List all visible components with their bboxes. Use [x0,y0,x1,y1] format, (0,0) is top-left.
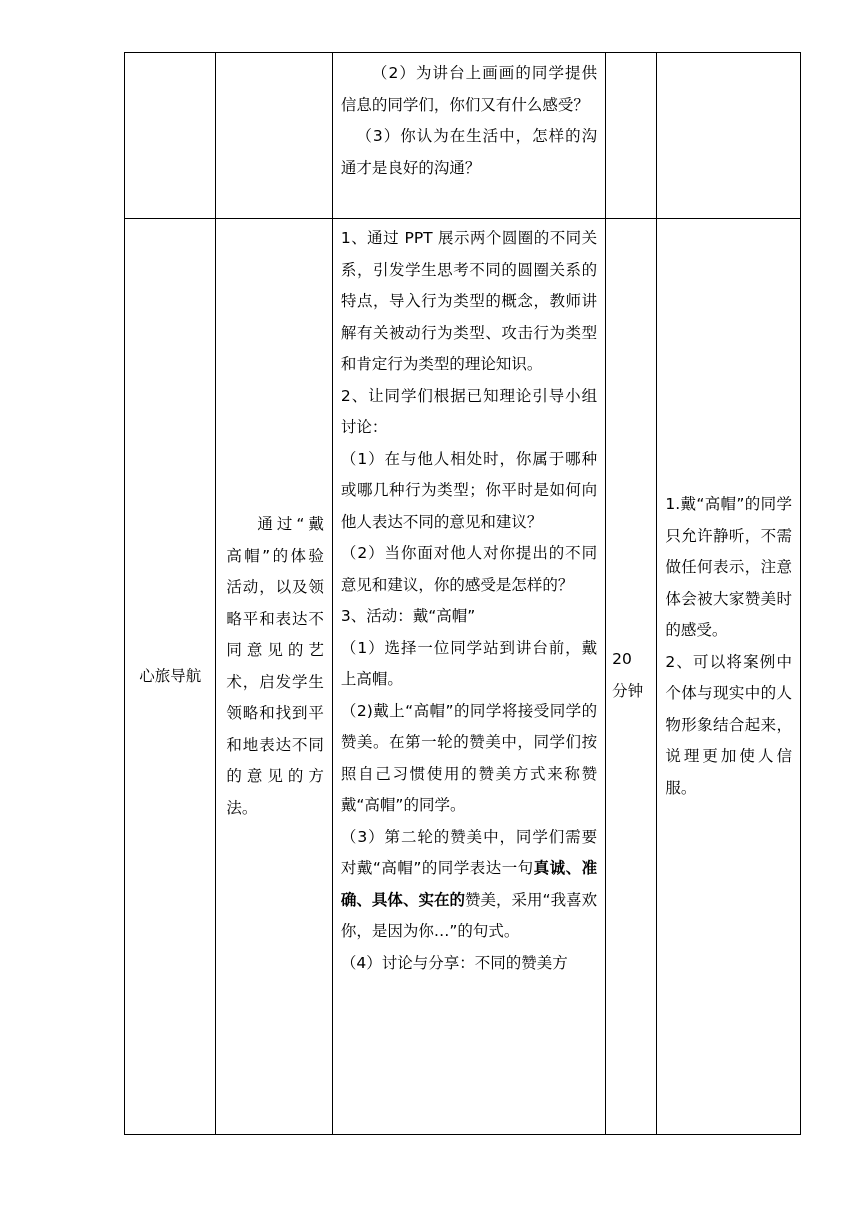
process-paragraph: （2)戴上“高帽”的同学将接受同学的赞美。在第一轮的赞美中，同学们按照自己习惯使用的赞美方式来称赞戴“高帽”的同学。 [340,701,598,814]
process-paragraph [341,822,597,948]
time-cell-empty [606,53,657,219]
process-cell [332,219,605,1135]
process-paragraph: 1、通过 PPT 展示两个圆圈的不同关系，引发学生思考不同的圆圈关系的特点，导入行为类型的概念，教师讲解有关被动行为类型、攻击行为类型和肯定行为类型的理论知识。 [340,229,598,373]
process-paragraph: （4）讨论与分享：不同的赞美方 [340,953,568,972]
objective-cell-empty [216,53,333,219]
table-row [125,219,801,1135]
process-paragraph: 2、让同学们根据已知理论引导小组讨论： [340,386,598,436]
table-row [125,53,801,219]
process-paragraph: （1）选择一位同学站到讲台前，戴上高帽。 [340,638,598,688]
process-paragraph: 3、活动：戴“高帽” [340,607,476,625]
notes-cell-empty [657,53,801,219]
section-title: 心旅导航 [125,219,216,1135]
section-cell-empty [125,53,216,219]
bold-text-run: 真诚、准确、具体、实在的 [340,859,598,909]
time-cell [606,219,657,1135]
time-unit: 分钟 [612,681,644,700]
objective-cell [216,219,333,1135]
process-paragraph: （1）在与他人相处时，你属于哪种或哪几种行为类型；你平时是如何向他人表达不同的意见和建议？ [340,449,598,531]
note-paragraph: 1.戴“高帽”的同学只允许静听，不需做任何表示，注意体会被大家赞美时的感受。 [665,495,792,639]
note-paragraph: 2、可以将案例中个体与现实中的人物形象结合起来，说理更加使人信服。 [665,652,792,797]
process-paragraph: （2）当你面对他人对你提出的不同意见和建议，你的感受是怎样的？ [340,544,598,594]
objective-text: 通过“戴高帽”的体验活动，以及领略平和表达不同意见的艺术，启发学生领略和找到平和地表达不同的意见的方法。 [226,515,324,817]
process-paragraph: （3）你认为在生活中，怎样的沟通才是良好的沟通？ [340,127,598,177]
process-cell [332,53,605,219]
lesson-plan-table [124,52,801,1135]
notes-cell [657,219,801,1135]
time-value: 20 [612,650,632,668]
text-run: 赞美，采用“我喜欢你，是因为你…”的句式。 [340,890,598,940]
text-run: （3）第二轮的赞美中，同学们需要对戴“高帽”的同学表达一句 [340,827,598,877]
process-paragraph: （2）为讲台上画画的同学提供信息的同学们，你们又有什么感受？ [340,64,598,114]
